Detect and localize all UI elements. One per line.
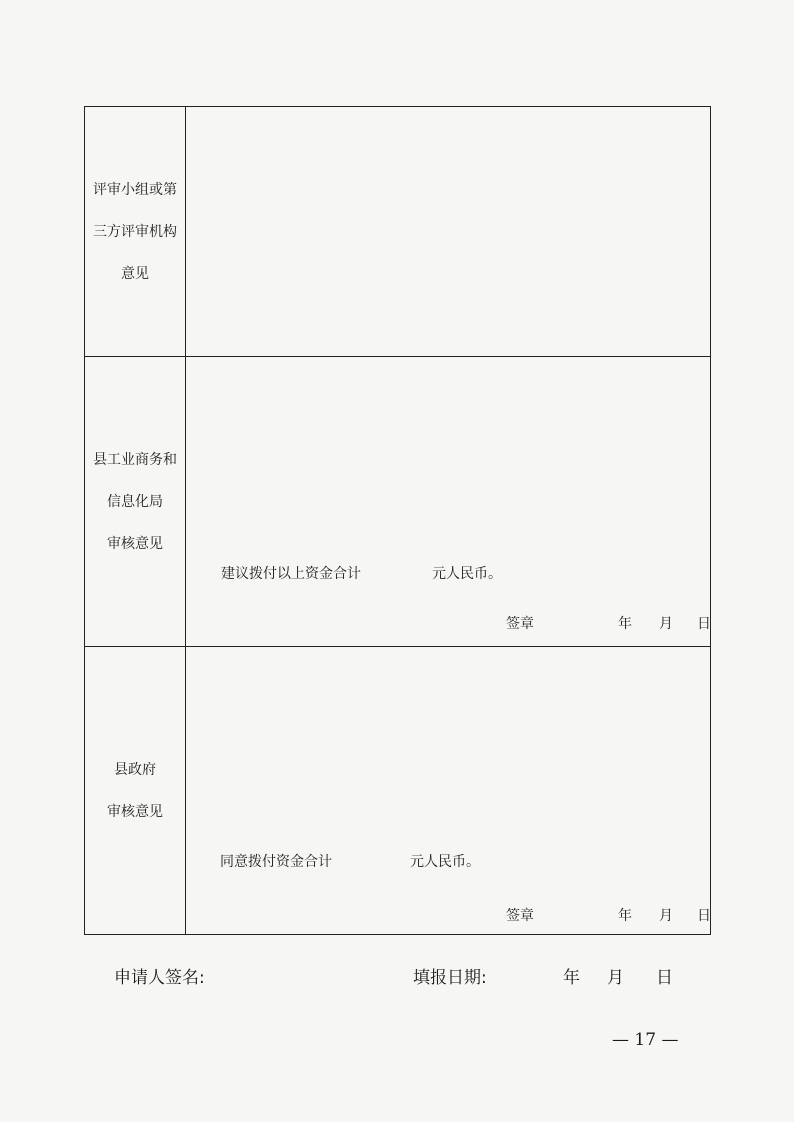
suggested-amount-prefix: 建议拨付以上资金合计: [221, 566, 361, 582]
county-government-row: [85, 647, 711, 935]
label-line: 县工业商务和: [93, 451, 177, 468]
label-line: 三方评审机构: [93, 223, 177, 240]
date-day-label: 日: [697, 908, 711, 924]
applicant-signature-label: 申请人签名:: [114, 968, 205, 988]
date-month-label: 月: [659, 616, 673, 632]
approved-amount-suffix: 元人民币。: [410, 854, 480, 870]
fill-date-year: 年: [563, 968, 580, 988]
review-panel-row: [85, 107, 711, 357]
review-panel-opinion-field[interactable]: [186, 107, 711, 357]
approved-amount-prefix: 同意拨付资金合计: [220, 854, 332, 870]
date-month-label: 月: [659, 908, 673, 924]
page-number: — 17 —: [612, 1030, 679, 1050]
suggested-amount-suffix: 元人民币。: [432, 566, 502, 582]
industry-bureau-label: [85, 357, 186, 647]
fill-date-month: 月: [607, 968, 624, 988]
date-day-label: 日: [697, 616, 711, 632]
industry-bureau-row: [85, 357, 711, 647]
county-government-label: [85, 647, 186, 935]
label-line: 意见: [121, 265, 149, 282]
label-line: 审核意见: [107, 803, 163, 820]
label-line: 评审小组或第: [93, 181, 177, 198]
date-year-label: 年: [618, 616, 632, 632]
fill-date-label: 填报日期:: [413, 968, 487, 988]
fill-date-day: 日: [656, 968, 673, 988]
review-panel-label: [85, 107, 186, 357]
label-line: 信息化局: [107, 493, 163, 510]
industry-bureau-opinion-field[interactable]: [186, 357, 711, 647]
date-year-label: 年: [618, 908, 632, 924]
approval-form-table: [84, 106, 711, 935]
label-line: 审核意见: [107, 535, 163, 552]
label-line: 县政府: [114, 761, 156, 778]
seal-label: 签章: [506, 908, 534, 924]
county-government-opinion-field[interactable]: [186, 647, 711, 935]
seal-label: 签章: [506, 616, 534, 632]
